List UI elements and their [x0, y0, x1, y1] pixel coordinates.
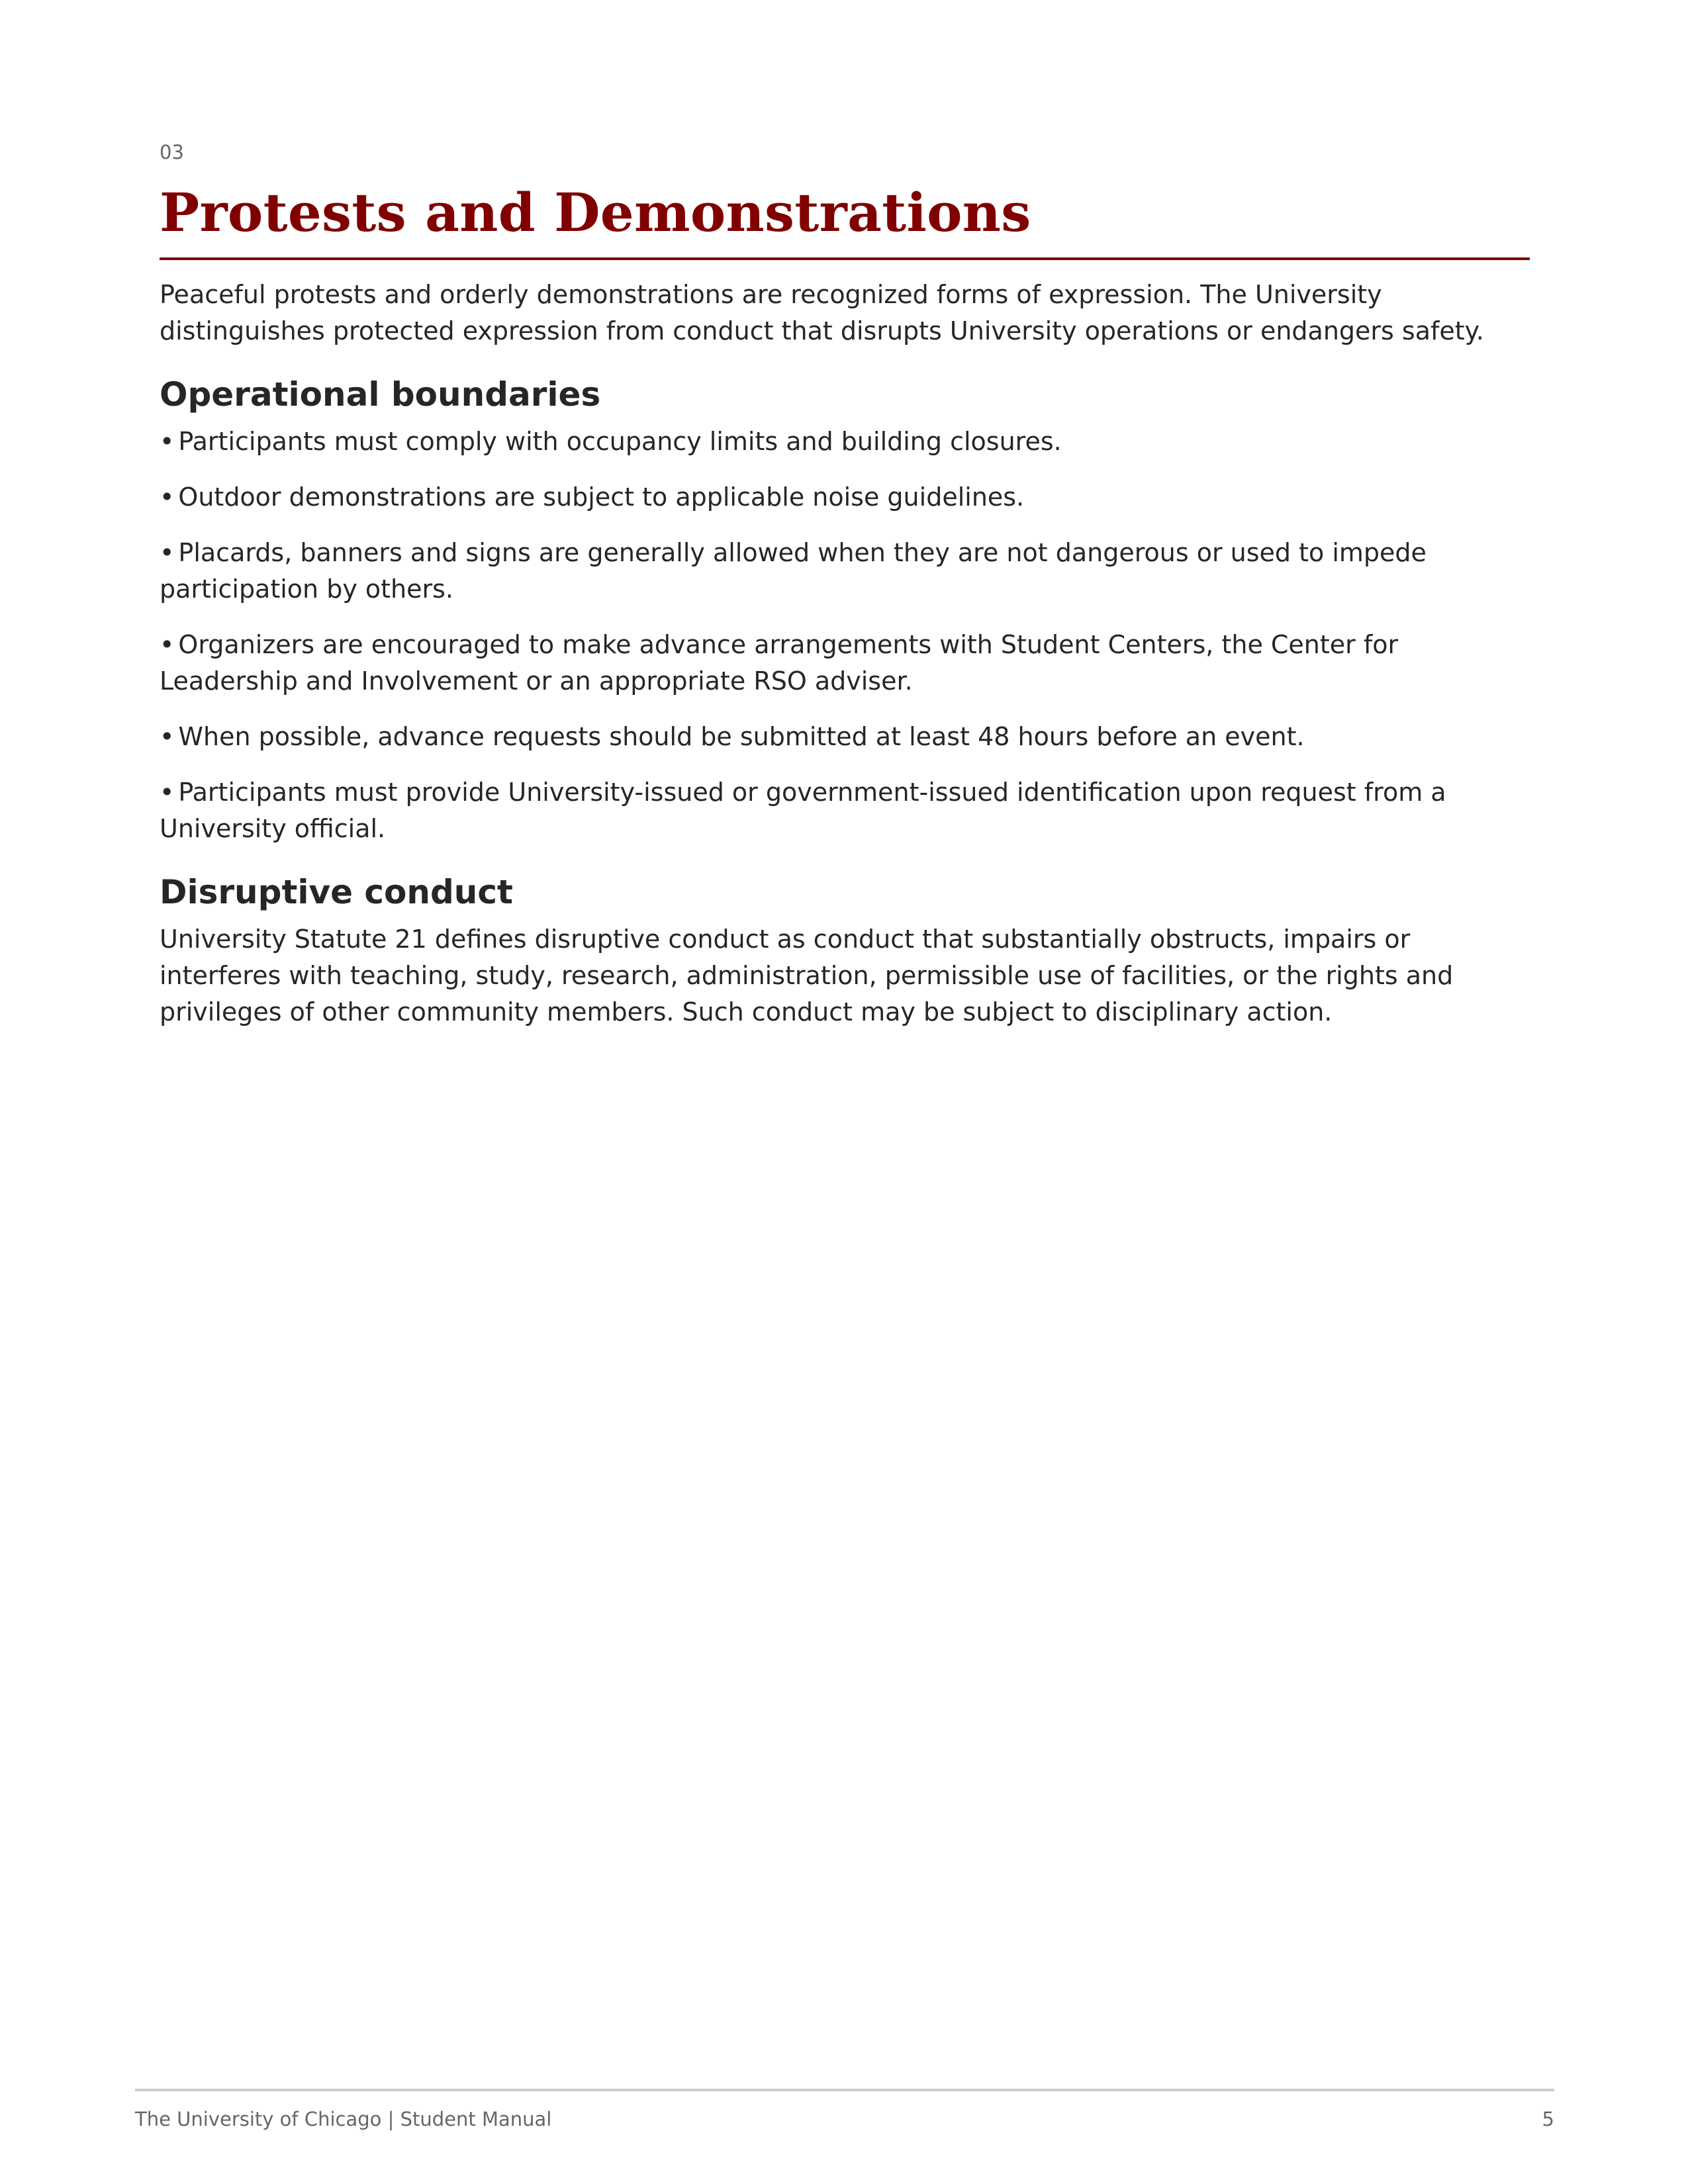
- bullet-icon: •: [160, 538, 175, 567]
- list-item-text: Participants must provide University-issued or government-issued identification upon request from a University official.: [160, 778, 1446, 843]
- bullet-icon: •: [160, 778, 175, 807]
- operational-boundaries-list: [160, 424, 1530, 847]
- page-number: 5: [1542, 2108, 1554, 2130]
- list-item-text: When possible, advance requests should be submitted at least 48 hours before an event.: [178, 722, 1305, 751]
- list-item: [160, 627, 1530, 700]
- list-item: [160, 479, 1530, 516]
- list-item-text: Outdoor demonstrations are subject to applicable noise guidelines.: [178, 482, 1025, 512]
- bullet-icon: •: [160, 482, 175, 512]
- disruptive-conduct-heading: Disruptive conduct: [160, 873, 513, 911]
- list-item-text: Participants must comply with occupancy limits and building closures.: [178, 427, 1062, 456]
- list-item: [160, 774, 1530, 847]
- section-number: 03: [160, 141, 184, 163]
- title-divider: [160, 257, 1530, 260]
- page-title: Protests and Demonstrations: [160, 181, 1031, 244]
- bullet-icon: •: [160, 722, 175, 751]
- disruptive-conduct-paragraph: University Statute 21 defines disruptive conduct as conduct that substantially obstructs, impairs or interferes with teaching, study, research, administration, permissible use of facilities, or the rights and privileges of other community members. Such conduct may be subject to disciplinary action.: [160, 925, 1454, 1026]
- page-content: [160, 132, 1530, 1030]
- operational-boundaries-heading: Operational boundaries: [160, 375, 601, 414]
- bullet-icon: •: [160, 427, 175, 456]
- list-item-text: Organizers are encouraged to make advance arrangements with Student Centers, the Center for Leadership and Involvement or an appropriate RSO adviser.: [160, 630, 1399, 696]
- footer-label: The University of Chicago | Student Manual: [135, 2108, 552, 2130]
- list-item: [160, 424, 1530, 460]
- page-footer: [135, 2089, 1554, 2129]
- footer-row: [135, 2110, 1554, 2129]
- list-item: [160, 535, 1530, 608]
- footer-divider: [135, 2089, 1554, 2091]
- intro-paragraph: Peaceful protests and orderly demonstrations are recognized forms of expression. The University distinguishes protected expression from conduct that disrupts University operations or endangers safety.: [160, 280, 1484, 345]
- list-item-text: Placards, banners and signs are generally allowed when they are not dangerous or used to impede participation by others.: [160, 538, 1427, 604]
- bullet-icon: •: [160, 630, 175, 659]
- list-item: [160, 719, 1530, 755]
